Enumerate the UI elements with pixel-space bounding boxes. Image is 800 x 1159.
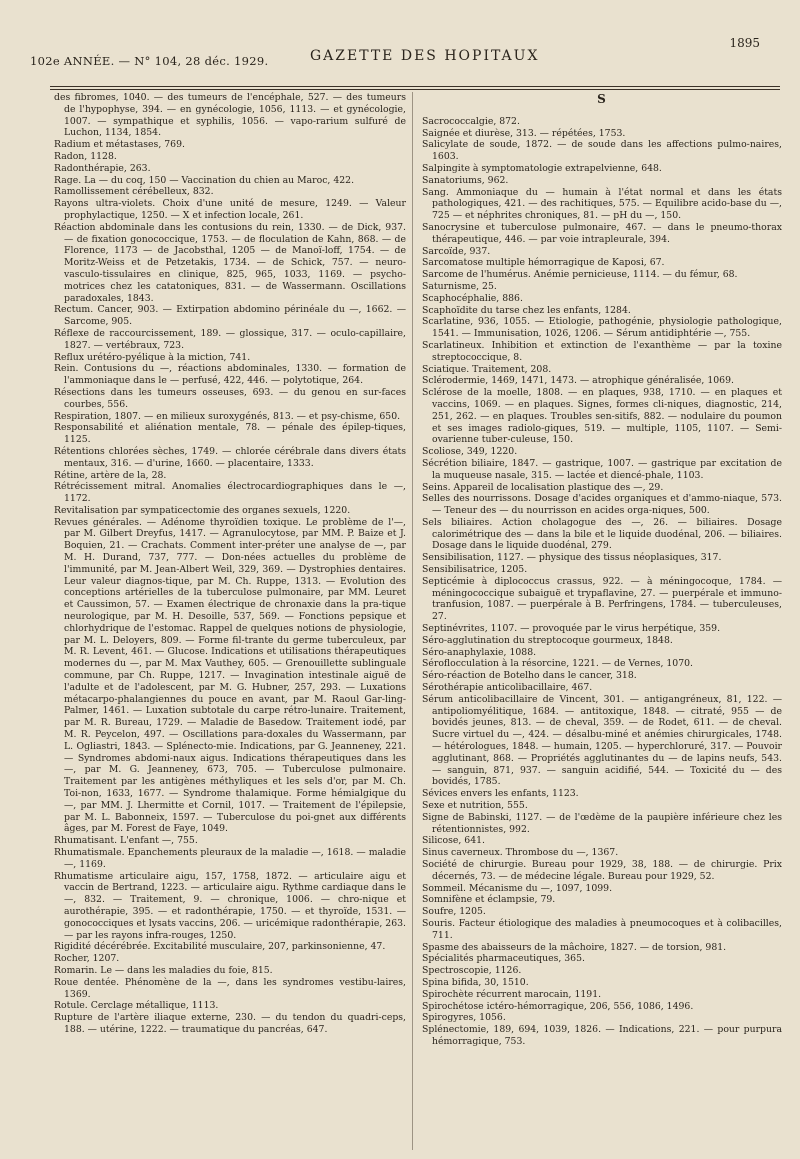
index-entry: Rocher, 1207. — [54, 953, 120, 965]
index-entry: Responsabilité et aliénation mentale, 78. — pénale des épilep-tiques, 1125. — [54, 422, 406, 446]
index-entry: Scarlatineux. Inhibition et extinction de l'exanthème — par la toxine streptococcique, 8. — [422, 339, 782, 363]
index-entry: Revues générales. — Adénome thyroïdien toxique. Le problème de l'—, par M. Gilbert Dreyfus, 1417. — Agranulocytose, par MM. P. Baize et J. Boquien, 21. — Crachats. Comment inter-préter une analyse de —, par M. H. Durand, 737, 777. — Don-nées actuelles du problème de l'immunité, par M. Jean-Albert Weil, 329, 369. — Dystrophies dentaires. Leur valeur diagnos-tique, par M. Ch. Ruppe, 1313. — Evolution des conceptions artérielles de la tuberculose pulmonaire, par MM. Leuret et Caussimon, 57. — Examen électrique de chronaxie dans la pra-tique neurologique, par M. H. Desoille, 537, 569. — Fonctions pepsique et chlorhydrique de l'estomac. Rappel de quelques notions de physiologie, par M. L. Deloyers, 809. — Forme fil-trante du germe tuberculeux, par M. R. Levent, 461. — Glucose. Indications et utilisations thérapeutiques modernes du —, par M. Max Vauthey, 605. — Grenouillette sublinguale commune, par Ch. Ruppe, 1217. — Invagination intestinale aiguë de l'adulte et de l'adolescent, par M. G. Hubner, 257, 293. — Luxations métacarpo-phalangiennes du pouce en avant, par M. Raoul Gar-ling-Palmer, 1461. — Luxation subtotale du carpe rétro-lunaire. Traitement, par M. R. Bureau, 1729. — Maladie de Basedow. Traitement iodé, par M. R. Peycelon, 497. — Oscillations para-doxales du Wassermann, par L. Ogliastri, 1843. — Splénecto-mie. Indications, par G. Jeanneney, 221. — Syndromes abdomi-naux aigus. Indications thérapeutiques dans les —, par M. G. Jeanneney, 673, 705. — Tuberculose pulmonaire. Traitement par les antigènes méthyliques et les sels d'or, par M. Ch. Toi-non, 1633, 1677. — Syndrome thalamique. Forme hémialgique du —, par MM. J. Lhermitte et Cornil, 1017. — Traitement de l'épilepsie, par M. L. Babonneix, 1597. — Tuberculose du poi-gnet aux différents âges, par M. Forest de Faye, 1049. — [54, 516, 406, 835]
index-entry: Scaphoïdite du tarse chez les enfants, 1284. — [422, 304, 631, 316]
index-entry: Séro-anaphylaxie, 1088. — [422, 646, 537, 658]
index-entry: Souris. Facteur étiologique des maladies à pneumocoques et à colibacilles, 711. — [422, 917, 782, 941]
index-entry: Sensibilisatrice, 1205. — [422, 564, 528, 576]
index-entry: Rhumatisant. L'enfant —, 755. — [54, 835, 198, 847]
index-entry: Sels biliaires. Action cholagogue des —, 26. — biliaires. Dosage calorimétrique des — dans la bile et le liquide duodénal, 206. — biliaires. Dosage dans le liquide duodénal, 279. — [422, 516, 782, 552]
index-entry: Rectum. Cancer, 903. — Extirpation abdomino périnéale du —, 1662. — Sarcome, 905. — [54, 304, 406, 328]
index-entry: Soufre, 1205. — [422, 906, 486, 918]
index-entry: Réflexe de raccourcissement, 189. — glossique, 317. — oculo-capillaire, 1827. — vertébraux, 723. — [54, 327, 406, 351]
index-entry: Revitalisation par sympaticectomie des organes sexuels, 1220. — [54, 504, 351, 516]
index-entry: Silicose, 641. — [422, 835, 485, 847]
index-entry: Sclérodermie, 1469, 1471, 1473. — atrophique généralisée, 1069. — [422, 375, 734, 387]
page-header — [30, 22, 770, 82]
index-entry: Réaction abdominale dans les contusions du rein, 1330. — de Dick, 937. — de fixation gonococcique, 1753. — de floculation de Kahn, 868. — de Florence, 1173 — de Jacobsthal, 1205 — de Manoï-loff, 1754. — de Moritz-Weiss et de Petzetakis, 1734. — de Schick, 757. — neuro-vasculo-tissulaires en clinique, 825, 965, 1033, 1169. — psycho-motrices chez les catatoniques, 831. — de Wassermann. Oscillations paradoxales, 1843. — [54, 221, 406, 304]
index-entry: Sarcoïde, 937. — [422, 245, 491, 257]
index-entry: Radonthérapie, 263. — [54, 162, 151, 174]
index-entry: Signe de Babinski, 1127. — de l'œdème de la paupière inférieure chez les rétentionnistes, 992. — [422, 811, 782, 835]
index-entry: Rhumatismale. Epanchements pleuraux de la maladie —, 1618. — maladie —, 1169. — [54, 847, 406, 870]
index-entry: Rupture de l'artère iliaque externe, 230. — du tendon du quadri-ceps, 188. — utérine, 1222. — traumatique du pancréas, 647. — [54, 1012, 406, 1035]
index-entry: Résections dans les tumeurs osseuses, 693. — du genou en sur-faces courbes, 556. — [54, 386, 406, 410]
index-entry: Spina bifida, 30, 1510. — [422, 976, 529, 988]
index-entry: Sciatique. Traitement, 208. — [422, 363, 552, 375]
index-entry: Somnifène et éclampsie, 79. — [422, 894, 556, 906]
index-entry: Sécrétion biliaire, 1847. — gastrique, 1007. — gastrique par excitation de la muqueuse nasale, 315. — lactée et diencé-phale, 1103. — [422, 457, 782, 481]
index-entry: Spirochète récurrent marocain, 1191. — [422, 988, 602, 1000]
index-entry: Rétine, artère de la, 28. — [54, 469, 167, 481]
index-entry: Scaphocéphalie, 886. — [422, 292, 523, 304]
index-entry: Sinus caverneux. Thrombose du —, 1367. — [422, 847, 619, 859]
index-entry: Sensibilisation, 1127. — physique des tissus néoplasiques, 317. — [422, 552, 722, 564]
index-entry: Sarcome de l'humérus. Anémie pernicieuse, 1114. — du fémur, 68. — [422, 269, 738, 281]
index-entry: Rétrécissement mitral. Anomalies électrocardiographiques dans le —, 1172. — [54, 481, 406, 505]
index-entry: Splénectomie, 189, 694, 1039, 1826. — Indications, 221. — pour purpura hémorragique, 753. — [422, 1024, 782, 1047]
index-entry: Spécialités pharmaceutiques, 365. — [422, 953, 585, 965]
index-entry: Seins. Appareil de localisation plastique des —, 29. — [422, 481, 664, 493]
index-entry: Sanatoriums, 962. — [422, 174, 509, 186]
index-entry: Séro-réaction de Botelho dans le cancer, 318. — [422, 670, 637, 682]
index-entry: Romarin. Le — dans les maladies du foie, 815. — [54, 964, 273, 976]
index-entry: Spirochétose ictéro-hémorragique, 206, 556, 1086, 1496. — [422, 1000, 694, 1012]
index-entry: Radon, 1128. — [54, 150, 117, 162]
index-entry: Respiration, 1807. — en milieux suroxygénés, 813. — et psy-chisme, 650. — [54, 410, 401, 422]
index-entry: Salicylate de soude, 1872. — de soude dans les affections pulmo-naires, 1603. — [422, 139, 782, 163]
index-entry: Séroflocculation à la résorcine, 1221. — de Vernes, 1070. — [422, 658, 694, 670]
index-entry: Spirogyres, 1056. — [422, 1012, 506, 1024]
index-entry: Spasme des abaisseurs de la mâchoire, 1827. — de torsion, 981. — [422, 941, 727, 953]
index-entry: Rigidité décérébrée. Excitabilité musculaire, 207, parkinsonienne, 47. — [54, 941, 386, 953]
index-entry: Sérum anticolibacillaire de Vincent, 301. — antigangréneux, 81, 122. — antipoliomyélitique, 1684. — antitoxique, 1848. — citraté, 955 — de bovidés jeunes, 813. — de cheval, 359. — de Rodet, 611. — de cheval. Sucre virtuel du —, 424. — désalbu-miné et anémies chirurgicales, 1748. — hétérologues, 1848. — humain, 1205. — hyperchloruré, 317. — Pouvoir agglutinant, 868. — Propriétés agglutinantes du — de lapins neufs, 543. — sanguin, 871, 937. — sanguin acidifié, 544. — Toxicité du — des bovidés, 1785. — [422, 693, 782, 788]
index-entry: Sacrococcalgie, 872. — [422, 115, 520, 127]
index-entry: Rétentions chlorées sèches, 1749. — chlorée cérébrale dans divers états mentaux, 316. — d'urine, 1660. — placentaire, 1333. — [54, 445, 406, 469]
index-entry: Sarcomatose multiple hémorragique de Kaposi, 67. — [422, 257, 665, 269]
index-entry: Saignée et diurèse, 313. — répétées, 1753. — [422, 127, 626, 139]
page-number: 1895 — [729, 36, 760, 50]
index-entry: Saturnisme, 25. — [422, 280, 497, 292]
index-entry: Sang. Ammoniaque du — humain à l'état normal et dans les états pathologiques, 421. — des rachitiques, 575. — Equilibre acido-base du —, 725 — et néphrites chroniques, 81. — pH du —, 150. — [422, 186, 782, 222]
index-entry: Sexe et nutrition, 555. — [422, 800, 528, 812]
header-rule — [50, 89, 780, 90]
index-column-left — [54, 92, 406, 1152]
index-entry: Rage. La — du coq, 150 — Vaccination du chien au Maroc, 422. — [54, 174, 355, 186]
header-rule — [50, 86, 780, 87]
index-entry: Sanocrysine et tuberculose pulmonaire, 467. — dans le pneumo-thorax thérapeutique, 446. — par voie intrapleurale, 394. — [422, 221, 782, 245]
index-entry: Roue dentée. Phénomène de la —, dans les syndromes vestibu-laires, 1369. — [54, 976, 406, 1000]
index-entry: Sérothérapie anticolibacillaire, 467. — [422, 682, 593, 694]
index-entry: Séro-agglutination du streptocoque gourmeux, 1848. — [422, 634, 673, 646]
index-entry: Sclérose de la moelle, 1808. — en plaques, 938, 1710. — en plaques et vaccins, 1069. — en plaques. Signes, formes cli-niques, diagnostic, 214, 251, 262. — en plaques. Troubles sen-sitifs, 882. — nodulaire du poumon et ses images radiolo-giques, 519. — multiple, 1105, 1107. — Semi-ovarienne tuber-culeuse, 150. — [422, 387, 782, 446]
index-entry: Scoliose, 349, 1220. — [422, 446, 518, 458]
index-entry: des fibromes, 1040. — des tumeurs de l'encéphale, 527. — des tumeurs de l'hypophyse, 394. — en gynécologie, 1056, 1113. — et gynécologie, 1007. — sympathique et syphilis, 1056. — vapo-rarium sulfuré de Luchon, 1134, 1854. — [54, 92, 406, 139]
index-entry: Rotule. Cerclage métallique, 1113. — [54, 1000, 219, 1012]
index-column-right — [422, 92, 782, 1152]
index-entry: Reflux urétéro-pyélique à la miction, 741. — [54, 351, 251, 363]
column-divider — [412, 92, 413, 1150]
index-entry: Septicémie à diplococcus crassus, 922. — à méningocoque, 1784. — méningococcique subaiguë et trypaflavine, 27. — puerpérale et immuno-tranfusion, 1087. — puerpérale à B. Perfringens, 1784. — tuberculeuses, 27. — [422, 575, 782, 623]
index-entry: Septinévrites, 1107. — provoquée par le virus herpétique, 359. — [422, 623, 721, 635]
index-entry: Radium et métastases, 769. — [54, 139, 185, 151]
index-entry: Spectroscopie, 1126. — [422, 965, 522, 977]
index-entry: Ramollissement cérébelleux, 832. — [54, 186, 214, 198]
index-entry: Selles des nourrissons. Dosage d'acides organiques et d'ammo-niaque, 573. — Teneur des — du nourrisson en acides orga-niques, 500. — [422, 493, 782, 517]
index-entry: Sommeil. Mécanisme du —, 1097, 1099. — [422, 882, 613, 894]
index-entry: Société de chirurgie. Bureau pour 1929, 38, 188. — de chirurgie. Prix décernés, 73. — de médecine légale. Bureau pour 1929, 52. — [422, 859, 782, 882]
journal-title: GAZETTE DES HOPITAUX — [310, 48, 540, 64]
index-entry: Scarlatine, 936, 1055. — Etiologie, pathogénie, physiologie pathologique, 1541. — Immunisation, 1026, 1206. — Sérum antidiphtérie —, 755. — [422, 316, 782, 340]
index-entry: Sévices envers les enfants, 1123. — [422, 788, 579, 800]
index-entry: Rein. Contusions du —, réactions abdominales, 1330. — formation de l'ammoniaque dans le — perfusé, 422, 446. — polytotique, 264. — [54, 363, 406, 387]
section-letter: S — [597, 92, 607, 106]
index-entry: Rhumatisme articulaire aigu, 157, 1758, 1872. — articulaire aigu et vaccin de Bertrand, 1223. — articulaire aigu. Rythme cardiaque dans le —, 832. — Traitement, 9. — chronique, 1006. — chro-nique et aurothérapie, 395. — et radonthérapie, 1750. — et thyroïde, 1531. — gonococciques et lysats vaccins, 206. — uricémique radonthérapie, 263. — par les rayons infra-rouges, 1250. — [54, 870, 406, 941]
issue-info: 102e ANNÉE. — N° 104, 28 déc. 1929. — [30, 54, 269, 68]
index-entry: Rayons ultra-violets. Choix d'une unité de mesure, 1249. — Valeur prophylactique, 1250. — X et infection locale, 261. — [54, 198, 406, 221]
index-entry: Salpingite à symptomatologie extrapelvienne, 648. — [422, 162, 662, 174]
